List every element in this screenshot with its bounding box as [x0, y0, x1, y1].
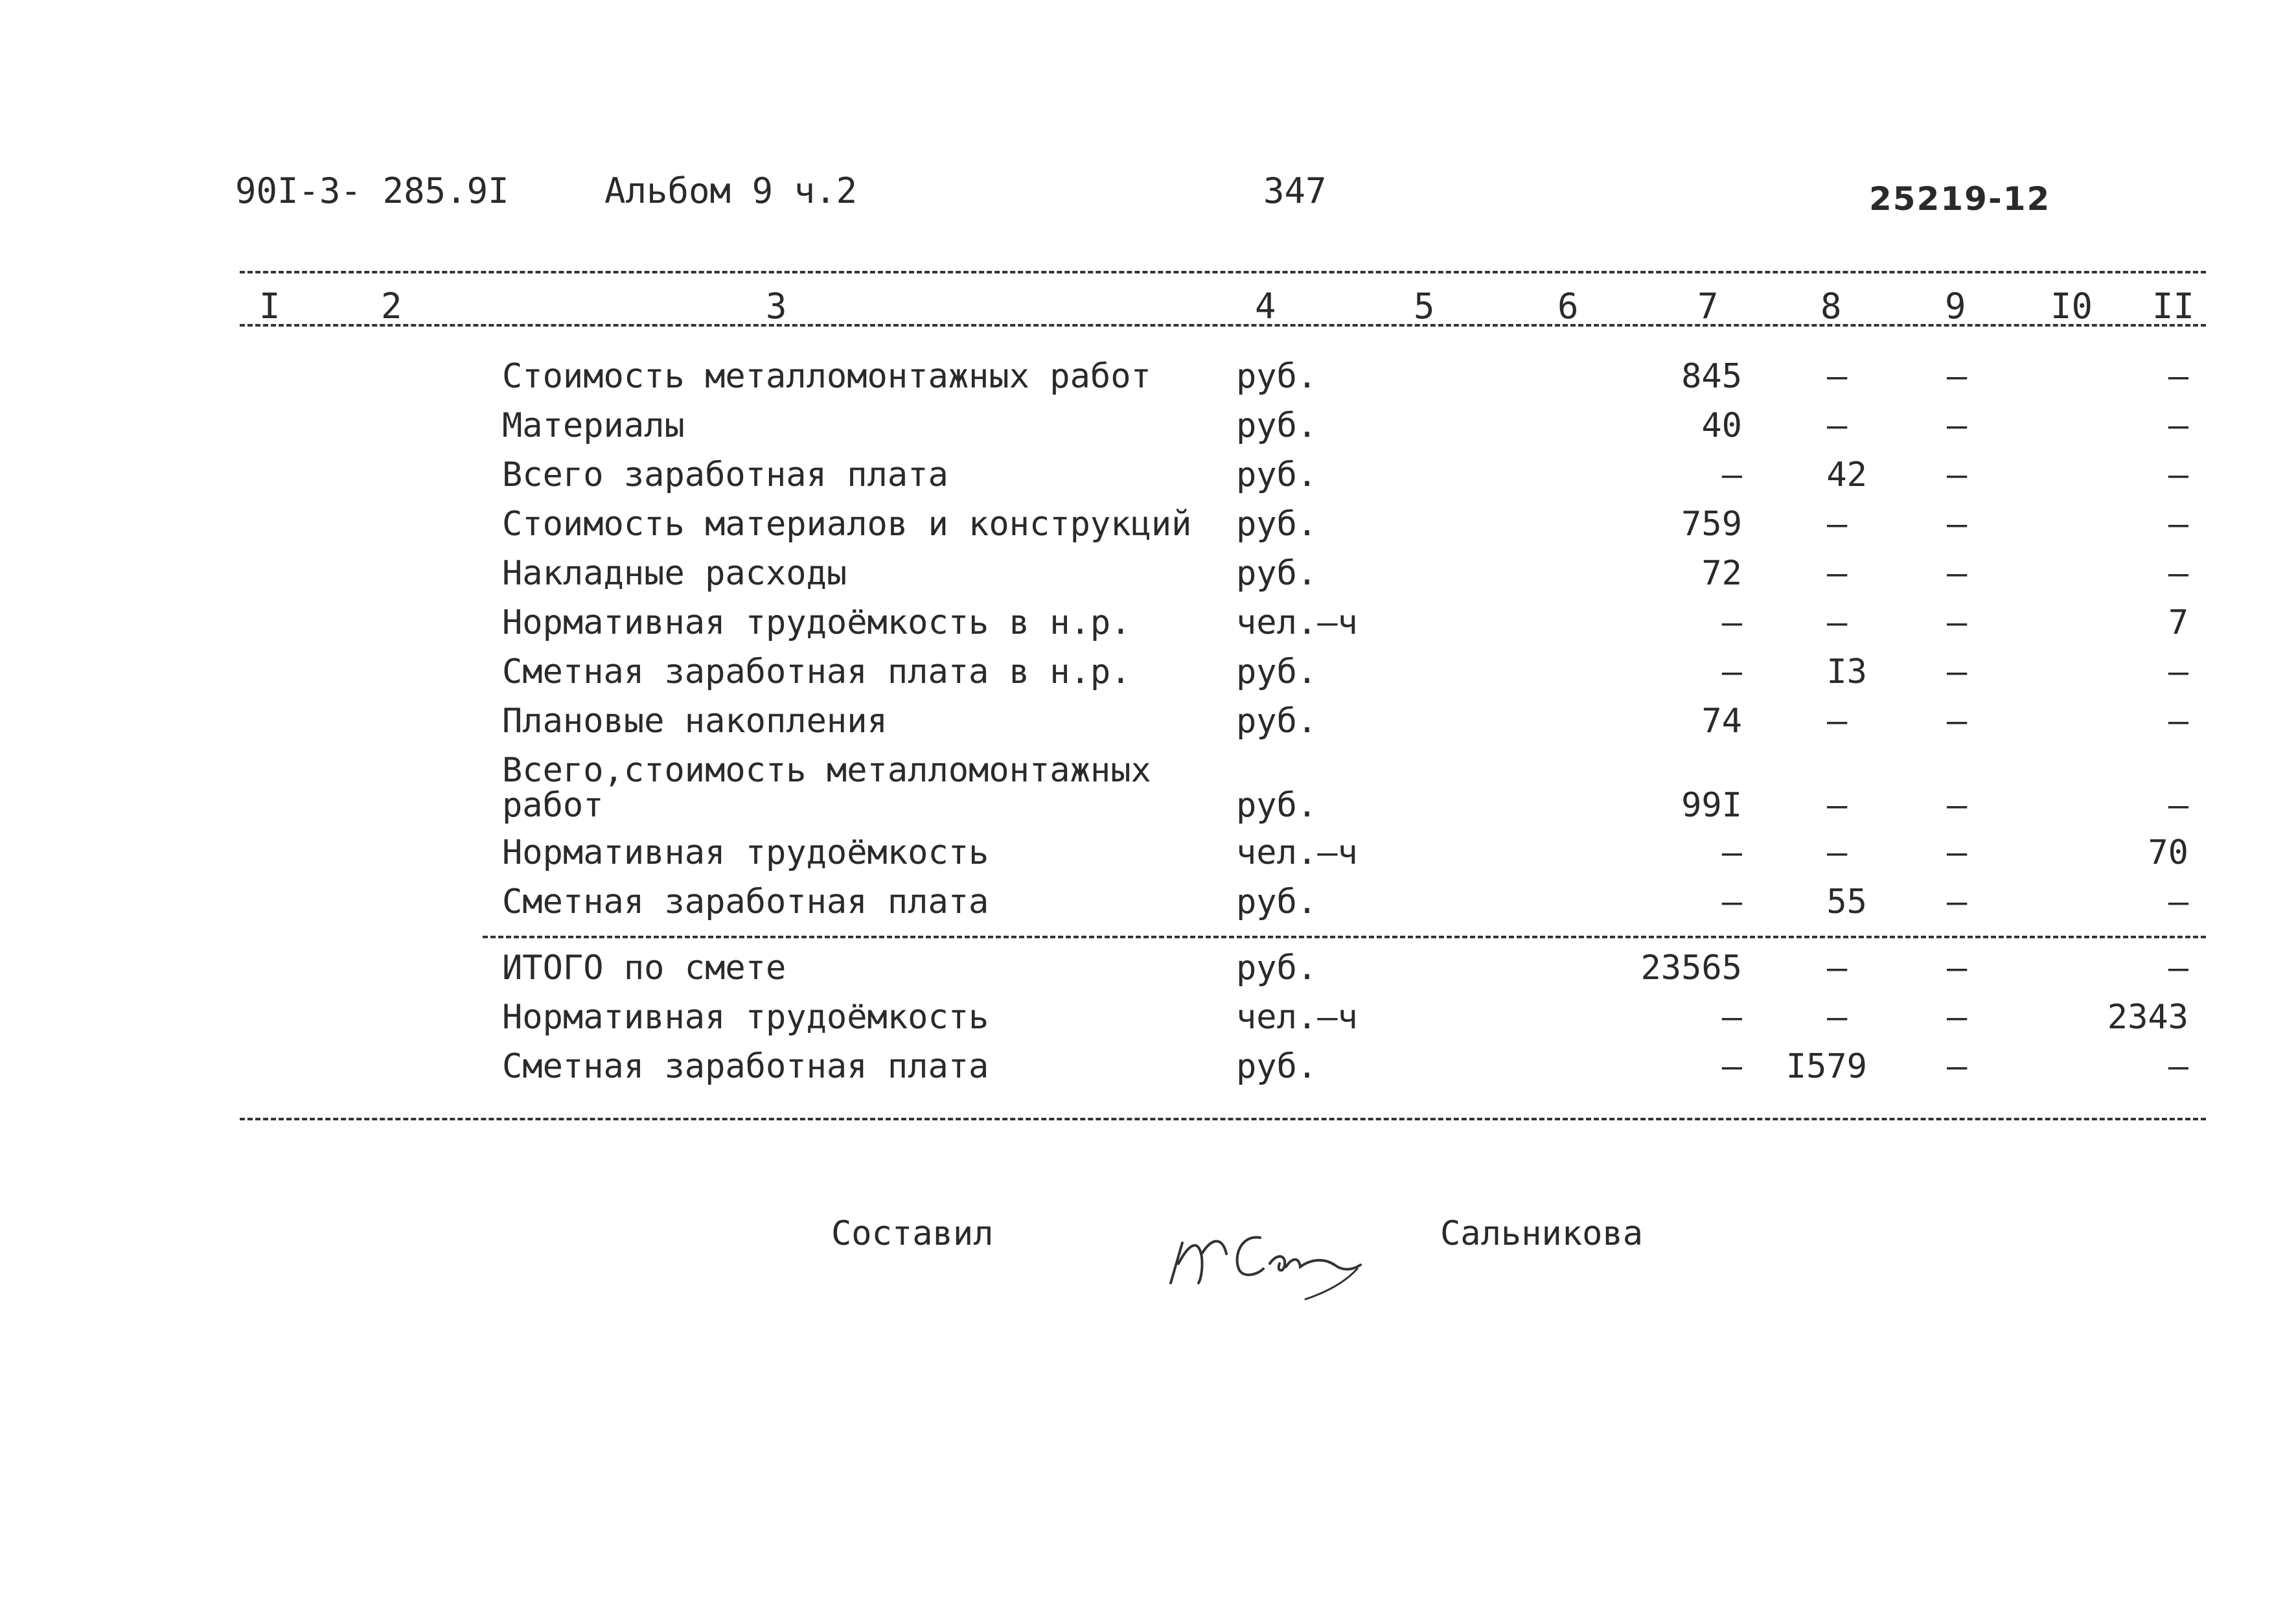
row-col11: –	[2168, 1047, 2188, 1086]
row-unit: руб.	[1236, 1047, 1318, 1086]
row-name: Нормативная трудоёмкость	[502, 998, 989, 1037]
album-label: Альбом 9 ч.2	[604, 170, 858, 211]
row-col9: –	[1947, 949, 1968, 988]
row-col9: –	[1947, 554, 1968, 593]
row-col7: 99I	[1681, 786, 1742, 825]
row-col7: 845	[1681, 357, 1742, 396]
table-row	[0, 603, 2296, 645]
table-row	[0, 833, 2296, 875]
row-col7: 40	[1701, 406, 1742, 445]
row-col11: –	[2168, 406, 2188, 445]
row-name: Нормативная трудоёмкость	[502, 833, 989, 872]
column-number-3: 3	[766, 286, 787, 327]
table-top-rule	[240, 271, 2206, 273]
row-unit: руб.	[1236, 406, 1318, 445]
column-number-2: 2	[381, 286, 402, 327]
row-col9: –	[1947, 786, 1968, 825]
row-col9: –	[1947, 505, 1968, 544]
row-name: Сметная заработная плата	[502, 883, 989, 921]
column-number-10: I0	[2050, 286, 2093, 327]
row-col9: –	[1947, 702, 1968, 741]
table-row	[0, 751, 2296, 831]
row-col11: –	[2168, 357, 2188, 396]
column-number-9: 9	[1945, 286, 1966, 327]
row-col9: –	[1947, 603, 1968, 642]
table-row	[0, 554, 2296, 595]
row-col11: –	[2168, 702, 2188, 741]
handwritten-signature	[1163, 1218, 1377, 1302]
row-name: Сметная заработная плата	[502, 1047, 989, 1086]
table-row	[0, 1047, 2296, 1089]
row-unit: руб.	[1236, 883, 1318, 921]
row-col8: I3	[1826, 653, 1867, 691]
totals-separator-rule	[483, 936, 2206, 938]
row-col8: –	[1827, 357, 1848, 396]
row-col9: –	[1947, 653, 1968, 691]
table-row	[0, 507, 2296, 546]
row-col8: I579	[1785, 1047, 1867, 1086]
row-col9: –	[1947, 1047, 1968, 1086]
table-row	[0, 885, 2296, 924]
row-col7: –	[1721, 883, 1742, 921]
row-col8: 42	[1826, 456, 1867, 494]
row-col8: 55	[1826, 883, 1867, 921]
column-number-4: 4	[1255, 286, 1276, 327]
row-name-continued: работ	[502, 786, 604, 825]
row-col8: –	[1827, 998, 1848, 1037]
row-col8: –	[1827, 505, 1848, 544]
table-bottom-rule	[240, 1118, 2206, 1120]
table-row	[0, 406, 2296, 448]
row-col8: –	[1827, 702, 1848, 741]
row-col7: –	[1721, 603, 1742, 642]
row-col7: 23565	[1640, 949, 1742, 988]
row-col7: 759	[1681, 505, 1742, 544]
row-col11: 7	[2168, 603, 2188, 642]
row-unit: чел.–ч	[1236, 998, 1358, 1037]
row-col9: –	[1947, 456, 1968, 494]
row-col9: –	[1947, 998, 1968, 1037]
row-col7: –	[1721, 653, 1742, 691]
row-col7: 72	[1701, 554, 1742, 593]
table-row	[0, 951, 2296, 990]
row-col7: –	[1721, 833, 1742, 872]
row-col9: –	[1947, 833, 1968, 872]
row-col8: –	[1827, 406, 1848, 445]
row-name: Сметная заработная плата в н.р.	[502, 653, 1131, 691]
table-row	[0, 458, 2296, 497]
row-col11: –	[2168, 653, 2188, 691]
row-col7: 74	[1701, 702, 1742, 741]
column-number-8: 8	[1820, 286, 1842, 327]
row-name: Плановые накопления	[502, 702, 888, 741]
table-row	[0, 357, 2296, 399]
column-number-1: I	[259, 286, 281, 327]
page-number: 347	[1263, 170, 1327, 211]
row-name: Стоимость материалов и конструкций	[502, 505, 1192, 544]
row-name: Материалы	[502, 406, 685, 445]
row-name: Всего заработная плата	[502, 456, 948, 494]
row-unit: руб.	[1236, 653, 1318, 691]
row-col11: –	[2168, 505, 2188, 544]
row-col8: –	[1827, 949, 1848, 988]
table-row	[0, 655, 2296, 694]
row-unit: руб.	[1236, 554, 1318, 593]
row-col9: –	[1947, 883, 1968, 921]
column-number-7: 7	[1697, 286, 1719, 327]
row-col8: –	[1827, 786, 1848, 825]
table-row	[0, 704, 2296, 743]
row-name: Нормативная трудоёмкость в н.р.	[502, 603, 1131, 642]
row-col7: –	[1721, 998, 1742, 1037]
row-name: ИТОГО по смете	[502, 949, 786, 988]
row-unit: чел.–ч	[1236, 833, 1358, 872]
row-col11: 2343	[2107, 998, 2188, 1037]
document-code: 90I-3- 285.9I	[235, 170, 509, 211]
table-header-rule	[240, 324, 2206, 327]
row-col11: –	[2168, 786, 2188, 825]
row-col8: –	[1827, 603, 1848, 642]
row-name: Всего,стоимость металломонтажных	[502, 751, 1151, 790]
row-unit: руб.	[1236, 357, 1318, 396]
row-col9: –	[1947, 357, 1968, 396]
row-col11: –	[2168, 883, 2188, 921]
row-unit: руб.	[1236, 702, 1318, 741]
row-col7: –	[1721, 456, 1742, 494]
stamp-number: 25219-12	[1869, 180, 2051, 218]
row-col11: –	[2168, 949, 2188, 988]
compiled-by-label: Составил	[831, 1214, 994, 1253]
row-name: Стоимость металломонтажных работ	[502, 357, 1151, 396]
table-row	[0, 1000, 2296, 1039]
row-unit: чел.–ч	[1236, 603, 1358, 642]
row-col11: –	[2168, 456, 2188, 494]
compiler-name: Сальникова	[1440, 1214, 1644, 1253]
row-col11: 70	[2148, 833, 2188, 872]
column-number-5: 5	[1414, 286, 1435, 327]
row-col8: –	[1827, 554, 1848, 593]
row-unit: руб.	[1236, 786, 1318, 825]
row-col8: –	[1827, 833, 1848, 872]
row-col9: –	[1947, 406, 1968, 445]
row-col7: –	[1721, 1047, 1742, 1086]
row-unit: руб.	[1236, 505, 1318, 544]
row-name: Накладные расходы	[502, 554, 847, 593]
column-number-11: II	[2152, 286, 2195, 327]
row-unit: руб.	[1236, 456, 1318, 494]
row-col11: –	[2168, 554, 2188, 593]
column-number-6: 6	[1557, 286, 1579, 327]
row-unit: руб.	[1236, 949, 1318, 988]
